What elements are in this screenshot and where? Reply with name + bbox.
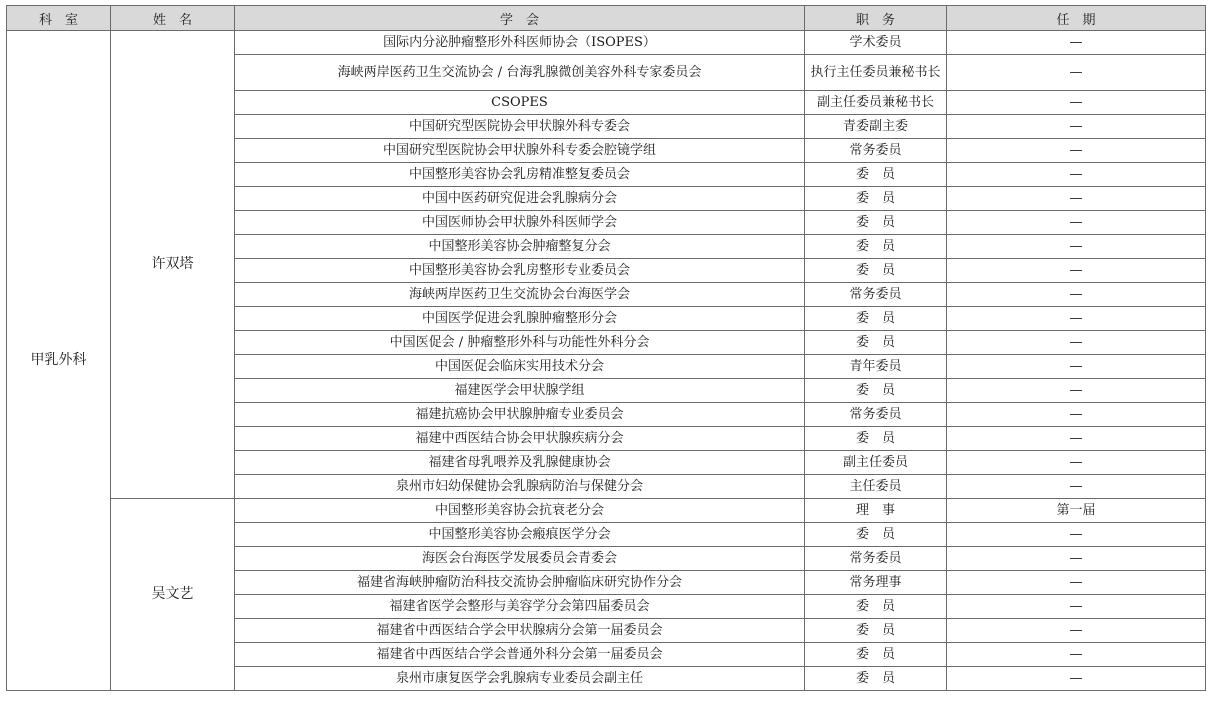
term-cell: — <box>947 283 1206 307</box>
table-body <box>7 31 1206 691</box>
term-cell: — <box>947 55 1206 91</box>
society-cell: 福建省中西医结合学会甲状腺病分会第一届委员会 <box>235 619 805 643</box>
header-department: 科 室 <box>7 6 111 31</box>
term-cell: — <box>947 451 1206 475</box>
term-cell: — <box>947 187 1206 211</box>
society-cell: 泉州市妇幼保健协会乳腺病防治与保健分会 <box>235 475 805 499</box>
society-cell: 福建中西医结合协会甲状腺疾病分会 <box>235 427 805 451</box>
term-cell: — <box>947 379 1206 403</box>
term-cell: — <box>947 403 1206 427</box>
term-cell: — <box>947 523 1206 547</box>
society-cell: 中国医促会 / 肿瘤整形外科与功能性外科分会 <box>235 331 805 355</box>
society-cell: 福建省医学会整形与美容学分会第四届委员会 <box>235 595 805 619</box>
post-cell: 常务委员 <box>805 547 947 571</box>
department-cell: 甲乳外科 <box>7 31 111 691</box>
post-cell: 委 员 <box>805 235 947 259</box>
post-cell: 主任委员 <box>805 475 947 499</box>
term-cell: — <box>947 115 1206 139</box>
post-cell: 委 员 <box>805 595 947 619</box>
header-term: 任 期 <box>947 6 1206 31</box>
membership-table-container <box>6 5 1206 691</box>
society-cell: 福建省中西医结合学会普通外科分会第一届委员会 <box>235 643 805 667</box>
term-cell: — <box>947 475 1206 499</box>
post-cell: 委 员 <box>805 163 947 187</box>
society-cell: 中国整形美容协会抗衰老分会 <box>235 499 805 523</box>
society-cell: 海峡两岸医药卫生交流协会台海医学会 <box>235 283 805 307</box>
post-cell: 执行主任委员兼秘书长 <box>805 55 947 91</box>
term-cell: — <box>947 211 1206 235</box>
post-cell: 副主任委员 <box>805 451 947 475</box>
term-cell: — <box>947 355 1206 379</box>
post-cell: 常务委员 <box>805 139 947 163</box>
society-cell: 中国整形美容协会乳房整形专业委员会 <box>235 259 805 283</box>
society-cell: 中国医学促进会乳腺肿瘤整形分会 <box>235 307 805 331</box>
post-cell: 常务理事 <box>805 571 947 595</box>
post-cell: 理 事 <box>805 499 947 523</box>
society-cell: 海峡两岸医药卫生交流协会 / 台海乳腺微创美容外科专家委员会 <box>235 55 805 91</box>
society-cell: 福建省母乳喂养及乳腺健康协会 <box>235 451 805 475</box>
person-name-cell: 吴文艺 <box>111 499 235 691</box>
post-cell: 委 员 <box>805 523 947 547</box>
term-cell: — <box>947 571 1206 595</box>
term-cell: — <box>947 595 1206 619</box>
post-cell: 常务委员 <box>805 403 947 427</box>
table-row <box>7 499 1206 523</box>
post-cell: 委 员 <box>805 427 947 451</box>
post-cell: 委 员 <box>805 379 947 403</box>
society-cell: 泉州市康复医学会乳腺病专业委员会副主任 <box>235 667 805 691</box>
membership-table <box>6 5 1206 691</box>
term-cell: — <box>947 643 1206 667</box>
term-cell: — <box>947 547 1206 571</box>
term-cell: — <box>947 331 1206 355</box>
term-cell: — <box>947 31 1206 55</box>
table-row <box>7 31 1206 55</box>
term-cell: — <box>947 235 1206 259</box>
post-cell: 委 员 <box>805 643 947 667</box>
table-header-row <box>7 6 1206 31</box>
post-cell: 委 员 <box>805 307 947 331</box>
society-cell: 中国研究型医院协会甲状腺外科专委会腔镜学组 <box>235 139 805 163</box>
post-cell: 学术委员 <box>805 31 947 55</box>
post-cell: 委 员 <box>805 331 947 355</box>
header-name: 姓 名 <box>111 6 235 31</box>
person-name-cell: 许双塔 <box>111 31 235 499</box>
post-cell: 委 员 <box>805 211 947 235</box>
society-cell: 国际内分泌肿瘤整形外科医师协会（ISOPES） <box>235 31 805 55</box>
post-cell: 委 员 <box>805 667 947 691</box>
post-cell: 副主任委员兼秘书长 <box>805 91 947 115</box>
society-cell: 中国中医药研究促进会乳腺病分会 <box>235 187 805 211</box>
society-cell: 福建抗癌协会甲状腺肿瘤专业委员会 <box>235 403 805 427</box>
post-cell: 青委副主委 <box>805 115 947 139</box>
society-cell: 中国研究型医院协会甲状腺外科专委会 <box>235 115 805 139</box>
term-cell: — <box>947 259 1206 283</box>
term-cell: — <box>947 619 1206 643</box>
society-cell: 中国整形美容协会肿瘤整复分会 <box>235 235 805 259</box>
post-cell: 委 员 <box>805 259 947 283</box>
society-cell: 福建省海峡肿瘤防治科技交流协会肿瘤临床研究协作分会 <box>235 571 805 595</box>
post-cell: 委 员 <box>805 187 947 211</box>
header-society: 学 会 <box>235 6 805 31</box>
society-cell: 福建医学会甲状腺学组 <box>235 379 805 403</box>
term-cell: — <box>947 427 1206 451</box>
society-cell: 中国整形美容协会乳房精准整复委员会 <box>235 163 805 187</box>
society-cell: 中国医师协会甲状腺外科医师学会 <box>235 211 805 235</box>
term-cell: — <box>947 307 1206 331</box>
term-cell: 第一届 <box>947 499 1206 523</box>
term-cell: — <box>947 91 1206 115</box>
header-post: 职 务 <box>805 6 947 31</box>
society-cell: 海医会台海医学发展委员会青委会 <box>235 547 805 571</box>
post-cell: 青年委员 <box>805 355 947 379</box>
post-cell: 委 员 <box>805 619 947 643</box>
post-cell: 常务委员 <box>805 283 947 307</box>
society-cell: 中国医促会临床实用技术分会 <box>235 355 805 379</box>
term-cell: — <box>947 163 1206 187</box>
term-cell: — <box>947 139 1206 163</box>
term-cell: — <box>947 667 1206 691</box>
society-cell: 中国整形美容协会瘢痕医学分会 <box>235 523 805 547</box>
society-cell: CSOPES <box>235 91 805 115</box>
